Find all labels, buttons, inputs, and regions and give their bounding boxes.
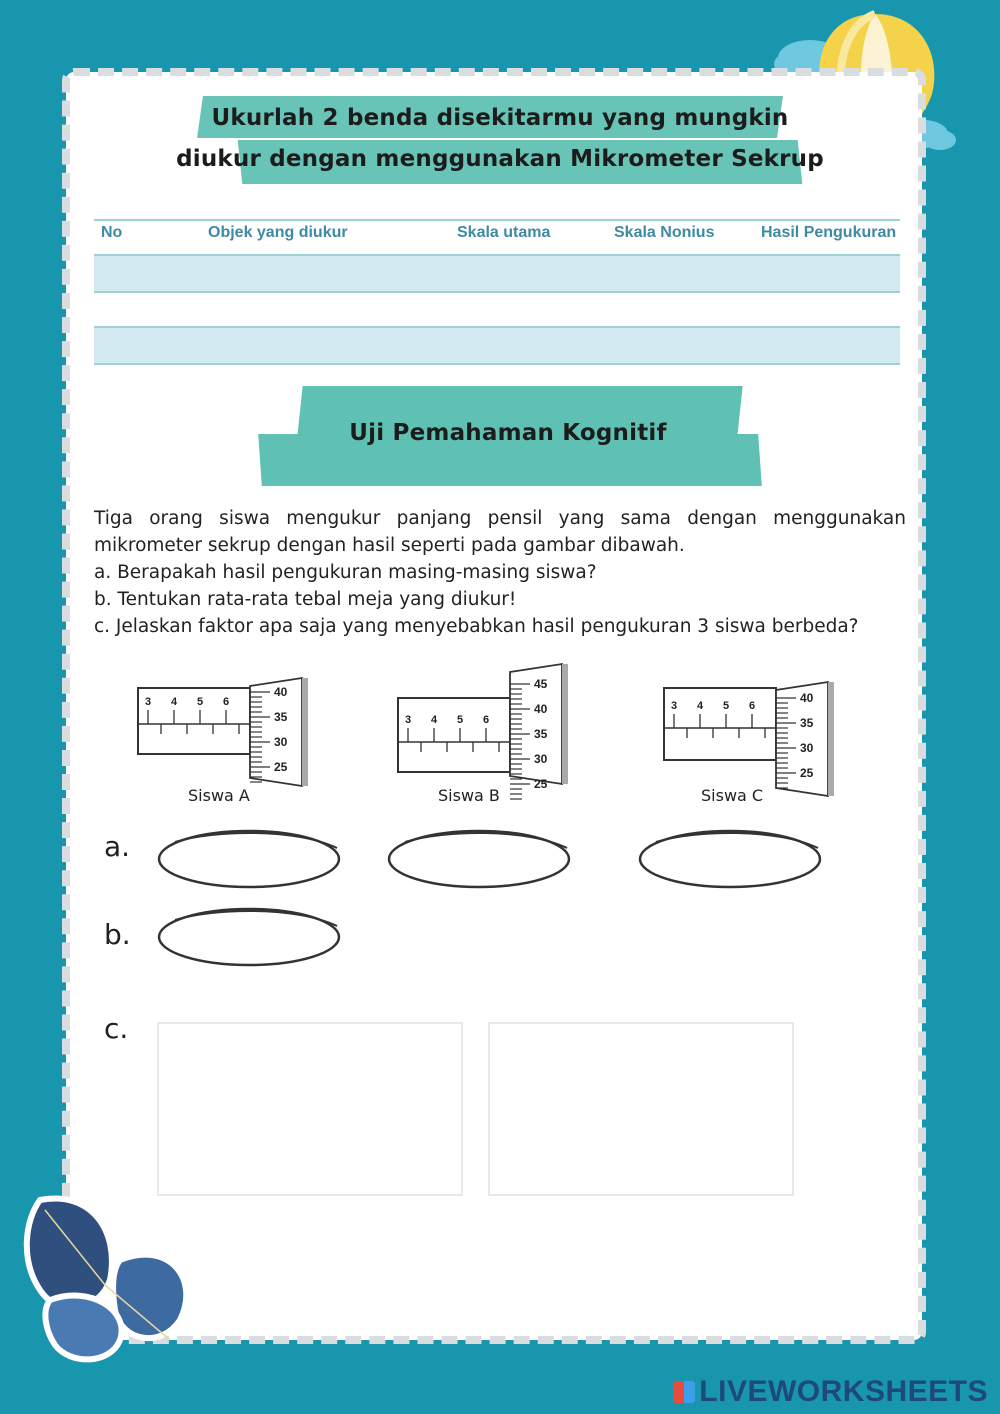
main-tick-label-siswa-c: 6 <box>748 700 756 712</box>
sleeve-siswa-a <box>138 688 250 754</box>
answer-oval-a2[interactable] <box>385 826 575 890</box>
thimble-label-siswa-a: 25 <box>274 760 288 774</box>
micrometer-label-b: Siswa B <box>438 786 500 805</box>
section-title: Uji Pemahaman Kognitif <box>349 420 667 446</box>
main-tick-label-siswa-c: 5 <box>722 700 730 712</box>
answer-oval-a1[interactable] <box>155 826 345 890</box>
leaves-decoration-icon <box>20 1190 220 1380</box>
main-tick-label-siswa-a: 6 <box>222 696 230 708</box>
thimble-label-siswa-c: 40 <box>800 691 814 705</box>
table-row[interactable] <box>94 256 900 293</box>
thimble-label-siswa-b: 35 <box>534 727 548 741</box>
thimble-label-siswa-a: 35 <box>274 710 288 724</box>
question-b: b. Tentukan rata-rata tebal meja yang diukur! <box>94 589 517 610</box>
micrometer-siswa-a <box>130 670 330 800</box>
answer-label-b: b. <box>104 918 131 951</box>
worksheet-title-line-2: diukur dengan menggunakan Mikrometer Sekrup <box>176 146 824 172</box>
answer-box-c1[interactable] <box>157 1022 463 1196</box>
main-tick-label-siswa-b: 4 <box>430 714 438 726</box>
table-header-result: Hasil Pengukuran <box>761 224 897 241</box>
main-tick-label-siswa-c: 4 <box>696 700 704 712</box>
question-intro-line1: Tiga orang siswa mengukur panjang pensil yang sama dengan menggunakan <box>94 508 906 529</box>
worksheet-title-line-1: Ukurlah 2 benda disekitarmu yang mungkin <box>211 105 789 131</box>
thimble-label-siswa-b: 25 <box>534 777 548 791</box>
main-tick-label-siswa-a: 4 <box>170 696 178 708</box>
thimble-label-siswa-b: 30 <box>534 752 548 766</box>
answer-box-c2[interactable] <box>488 1022 794 1196</box>
answer-label-c: c. <box>104 1012 129 1045</box>
answer-oval-b[interactable] <box>155 904 345 968</box>
main-tick-label-siswa-c: 3 <box>670 700 678 712</box>
micrometer-siswa-b <box>390 660 590 800</box>
question-a: a. Berapakah hasil pengukuran masing-masing siswa? <box>94 562 597 583</box>
logo-mark-icon <box>673 1381 695 1403</box>
thimble-label-siswa-c: 35 <box>800 716 814 730</box>
main-tick-label-siswa-b: 5 <box>456 714 464 726</box>
main-tick-label-siswa-b: 6 <box>482 714 490 726</box>
main-tick-label-siswa-a: 3 <box>144 696 152 708</box>
liveworksheets-logo <box>673 1375 988 1409</box>
micrometer-label-a: Siswa A <box>188 786 250 805</box>
table-header-vernier-scale: Skala Nonius <box>614 224 715 241</box>
table-header-main-scale: Skala utama <box>457 224 551 241</box>
thimble-label-siswa-a: 40 <box>274 685 288 699</box>
thimble-label-siswa-c: 30 <box>800 741 814 755</box>
answer-label-a: a. <box>104 830 131 863</box>
logo-text: LIVEWORKSHEETS <box>699 1375 988 1408</box>
thimble-label-siswa-c: 25 <box>800 766 814 780</box>
thimble-edge-siswa-a <box>302 678 308 786</box>
thimble-edge-siswa-c <box>828 682 834 796</box>
thimble-label-siswa-a: 30 <box>274 735 288 749</box>
thimble-edge-siswa-b <box>562 664 568 784</box>
question-c: c. Jelaskan faktor apa saja yang menyebabkan hasil pengukuran 3 siswa berbeda? <box>94 616 859 637</box>
table-row[interactable] <box>94 326 900 365</box>
thimble-label-siswa-b: 45 <box>534 677 548 691</box>
question-intro-line2: mikrometer sekrup dengan hasil seperti pada gambar dibawah. <box>94 535 685 556</box>
sleeve-siswa-c <box>664 688 776 760</box>
main-tick-label-siswa-a: 5 <box>196 696 204 708</box>
answer-oval-a3[interactable] <box>636 826 826 890</box>
table-header-object: Objek yang diukur <box>208 224 348 241</box>
table-top-rule <box>94 219 900 221</box>
thimble-label-siswa-b: 40 <box>534 702 548 716</box>
micrometer-label-c: Siswa C <box>701 786 764 805</box>
sleeve-siswa-b <box>398 698 510 772</box>
main-tick-label-siswa-b: 3 <box>404 714 412 726</box>
table-header-no: No <box>101 224 123 241</box>
